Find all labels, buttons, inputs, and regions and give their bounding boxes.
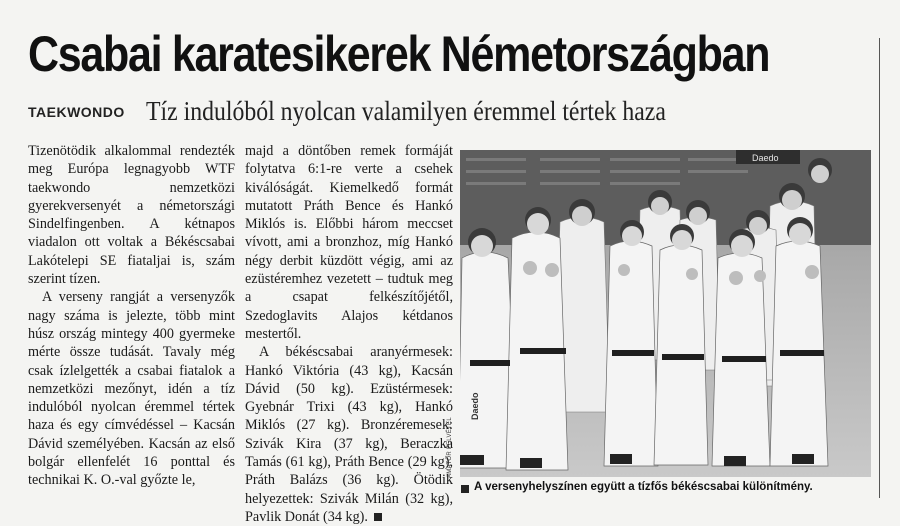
paragraph: A verseny rangját a versenyzők nagy száma is jelezte, több mint húsz ország mintegy 400 gyermeke mérte össze tudását. Tavaly még csak ízlelgették a csabai fiatalok a nemzetközi mezőnyt, idén a tíz indulóból nyolcan éremmel tértek haza és egy címvédéssel – Kacsán Dávid személyében. Kacsán az első bolgár ellenfelét 16 ponttal és technikai K. O.-val győzte le, xyxy=(28,289,235,489)
end-of-article-mark xyxy=(374,513,382,521)
photo-credit: AMATŐR FELVÉTEL xyxy=(447,417,453,478)
photo-caption: A versenyhelyszínen együtt a tízfős békéscsabai különítmény. xyxy=(474,481,813,493)
subheadline: Tíz indulóból nyolcan valamilyen éremmel tértek haza xyxy=(146,96,666,126)
column-rule xyxy=(879,38,880,498)
section-kicker: TAEKWONDO xyxy=(28,104,125,120)
article-column-1 xyxy=(28,142,235,490)
paragraph: majd a döntőben remek formáját folytatva 6:1-re verte a csehek kiválóságát. Kiemelkedő formát mutatott Práth Bence és Hankó Miklós is. Előbbi három meccset vívott, ami a bronzhoz, míg Hankó négy derbit küzdött végig, ami az ezüstéremhez vezetett – tudtuk meg a csapat felkészítőjétől, Szedoglavits Alajos kétdanos mestertől. xyxy=(245,143,453,342)
page-title: Csabai karatesikerek Németországban xyxy=(28,26,770,82)
team-photo-drawing xyxy=(460,150,871,477)
results-paragraph xyxy=(245,343,453,526)
team-photo xyxy=(460,150,871,477)
jacket-logo-text: Daedo xyxy=(470,392,480,420)
caption-bullet-icon xyxy=(461,485,469,493)
paragraph: Tizenötödik alkalommal rendezték meg Európa legnagyobb WTF taekwondo nemzetközi gyerekversenyét a németországi Sindelfingenben. A kétnapos viadalon ott voltak a Békéscsabai Lakótelepi SE fiataljai is, szám szerint tízen. xyxy=(28,143,235,288)
banner-label: Daedo xyxy=(752,153,779,163)
article-column-2 xyxy=(245,142,453,526)
results-text: A békéscsabai aranyérmesek: Hankó Viktória (43 kg), Kacsán Dávid (50 kg). Ezüstérmesek: Gyebnár Trixi (43 kg), Hankó Miklós (27 kg). Bronzéremesek: Szivák Kira (37 kg), Beraczka Tamás (61 kg), Práth Bence (29 kg), Práth Balázs (36 kg). Ötödik helyezettek: Szivák Milán (32 kg), Pavlik Donát (34 kg). xyxy=(245,344,453,525)
